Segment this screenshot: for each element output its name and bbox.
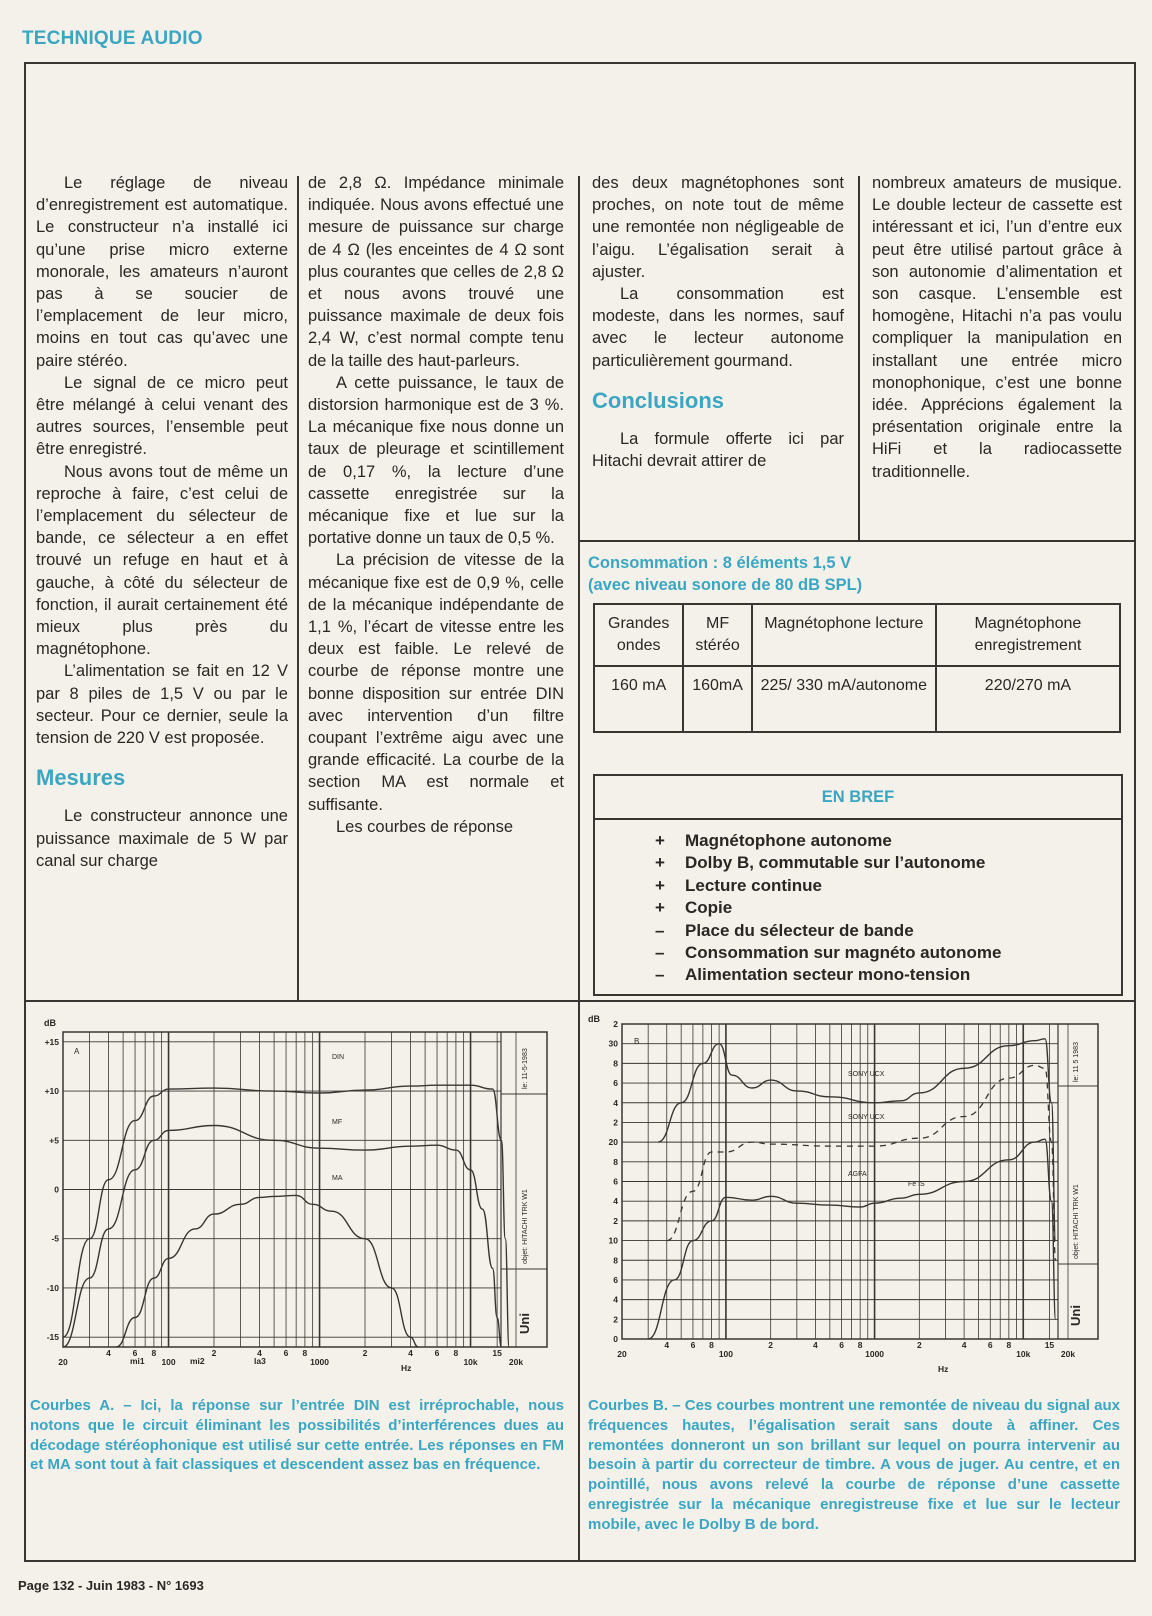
paragraph: L’alimentation se fait en 12 V par 8 piles de 1,5 V ou par le secteur. Pour ce dernier, seule la tension de 220 V est proposée. (36, 662, 288, 748)
x-tick-label: 6 (434, 1348, 440, 1358)
x-tick-label: 6 (839, 1340, 844, 1350)
consumption-title (588, 552, 862, 596)
list-item-text: Alimentation secteur mono-tension (685, 965, 971, 985)
list-item-text: Dolby B, commutable sur l’autonome (685, 853, 986, 873)
x-tick-label: 4 (408, 1348, 413, 1358)
series-label-din: DIN (332, 1054, 345, 1061)
y-tick-label: 2 (613, 1019, 618, 1029)
column-divider (858, 176, 860, 540)
y-tick-label: -15 (46, 1332, 59, 1343)
minus-icon: – (655, 920, 665, 940)
page-footer: Page 132 - Juin 1983 - N° 1693 (18, 1578, 204, 1593)
en-bref-list (655, 830, 1121, 987)
column-divider (578, 176, 580, 1000)
paragraph: Les courbes de réponse (336, 817, 514, 836)
chart-object: objet: HITACHI TRK W1 (1073, 1184, 1080, 1259)
x-tick-label: 10k (463, 1357, 478, 1367)
x-tick-label: 100 (161, 1357, 176, 1367)
paragraph: Le réglage de niveau d’enregistrement est automatique. Le constructeur n’a installé ici qu’une prise micro externe monorale, les amateurs n’auront pas à se soucier de l’emplacement de leur micro, moins en tout cas qu’avec une paire stéréo. (36, 174, 288, 370)
marker-la3: la3 (254, 1356, 266, 1366)
x-tick-label: 2 (362, 1348, 368, 1358)
x-tick-label: 20k (508, 1357, 524, 1367)
paragraph: des deux magnétophones sont proches, on note tout de même une remontée non négligeable de l’aigu. L’égalisation serait à ajuster. (592, 174, 844, 281)
series-label-agfa: AGFA (848, 1171, 867, 1178)
y-tick-label: 4 (613, 1097, 618, 1108)
x-tick-label: 4 (961, 1340, 967, 1350)
paragraph: Le signal de ce micro peut être mélangé à celui venant des autres sources, l’ensemble peut être enregistré. (36, 373, 288, 459)
marker-mi1: mi1 (130, 1356, 145, 1366)
y-tick-label: 4 (613, 1294, 618, 1305)
list-item (655, 852, 1121, 874)
y-tick-label: 10 (608, 1235, 618, 1246)
paragraph: A cette puissance, le taux de distorsion harmonique est de 3 %. La mécanique fixe nous donne un taux de pleurage et scintillement de 0,17 %, la lecture d’une cassette enregistrée sur la mécanique fixe et lue sur la portative donne un taux de 0,5 %. (308, 373, 564, 548)
x-tick-label: 8 (151, 1348, 157, 1358)
paragraph: nombreux amateurs de musique. Le double lecteur de cassette est intéressant et ici, l’un d’entre eux peut être utilisé partout grâce à son autonomie d’alimentation et son casque. L’ensemble est homogène, Hitachi n’a pas voulu compliquer la manipulation en installant une entrée micro monophonique, c’est une bonne idée. Apprécions également la présentation originale entre la HiFi et la radiocassette traditionnelle. (872, 174, 1122, 481)
y-tick-label: 2 (613, 1314, 618, 1325)
plus-icon: + (655, 898, 665, 918)
uni-logo-icon: Uni (1068, 1305, 1083, 1326)
chart-date: le: 11 5 1983 (1073, 1042, 1080, 1082)
x-tick-label: 8 (857, 1340, 863, 1350)
table-header-cell: Magnétophone lecture (752, 604, 936, 666)
table-header-cell: Grandes ondes (594, 604, 683, 666)
list-item-text: Copie (685, 898, 733, 918)
y-tick-label: +5 (49, 1135, 59, 1146)
marker-mi2: mi2 (190, 1356, 205, 1366)
paragraph: Nous avons tout de même un reproche à faire, c’est celui de l’emplacement du sélecteur de bande, ce sélecteur a en effet trouvé un refuge en haut et à gauche, à côté du sélecteur de fonction, il aurait certainement été mieux plus près du magnétophone. (36, 462, 288, 659)
heading-mesures: Mesures (36, 765, 126, 791)
y-tick-label: +15 (44, 1036, 59, 1047)
x-axis-label: Hz (401, 1363, 412, 1373)
y-tick-label: 8 (613, 1156, 618, 1167)
y-tick-label: 6 (613, 1274, 618, 1285)
chart-letter: B (634, 1037, 640, 1046)
table-cell: 225/ 330 mA/autonome (752, 666, 936, 732)
consumption-table (593, 603, 1121, 733)
x-tick-label: 8 (453, 1348, 459, 1358)
paragraph: La consommation est modeste, dans les normes, sauf avec le lecteur autonome particulièrement gourmand. (592, 285, 844, 370)
list-item (655, 964, 1121, 986)
series-label-feis: Fe IS (908, 1181, 925, 1188)
y-tick-label: 20 (608, 1137, 618, 1148)
plus-icon: + (655, 853, 665, 873)
list-item (655, 942, 1121, 964)
table-header-cell: MF stéréo (683, 604, 751, 666)
x-tick-label: 4 (813, 1340, 818, 1350)
x-tick-label: 2 (768, 1340, 774, 1350)
y-tick-label: 2 (613, 1215, 618, 1226)
plus-icon: + (655, 875, 665, 895)
consumption-title-line: (avec niveau sonore de 80 dB SPL) (588, 576, 863, 594)
y-tick-label: 4 (613, 1196, 618, 1207)
paragraph: de 2,8 Ω. Impédance minimale indiquée. Nous avons effectué une mesure de puissance sur charge de 4 Ω (les enceintes de 4 Ω sont plus courantes que celles de 2,8 Ω et nous avons trouvé une puissance maximale de deux fois 2,4 W, c’est normal compte tenu de la taille des haut-parleurs. (308, 174, 564, 370)
x-tick-label: 1000 (310, 1357, 330, 1367)
minus-icon: – (655, 965, 665, 985)
table-cell: 160mA (683, 666, 751, 732)
list-item-text: Magnétophone autonome (685, 831, 892, 850)
y-tick-label: 6 (613, 1078, 618, 1089)
series-label-sony-top: SONY UCX (848, 1071, 885, 1078)
x-tick-label: 6 (283, 1348, 289, 1358)
series-curve (63, 1126, 501, 1348)
x-tick-label: 20 (617, 1349, 627, 1359)
series-label-mf: MF (332, 1119, 343, 1126)
series-label-ma: MA (332, 1175, 343, 1182)
table-cell: 160 mA (594, 666, 683, 732)
table-header-cell: Magnétophone enregistrement (936, 604, 1120, 666)
minus-icon: – (655, 943, 665, 963)
en-bref-title: EN BREF (595, 776, 1121, 820)
x-tick-label: 20 (58, 1357, 68, 1367)
y-tick-label: 2 (613, 1117, 618, 1128)
y-tick-label: 8 (613, 1255, 618, 1266)
x-tick-label: 15 (1044, 1340, 1055, 1350)
y-tick-label: 0 (54, 1184, 59, 1195)
chart-date: le: 11-5-1983 (522, 1048, 529, 1089)
charts-center-divider (578, 1000, 580, 1562)
x-tick-label: 4 (664, 1340, 670, 1350)
list-item (655, 830, 1121, 852)
x-tick-label: 100 (718, 1349, 734, 1359)
x-tick-label: 15 (492, 1348, 502, 1358)
caption-a: Courbes A. – Ici, la réponse sur l’entrée DIN est irréprochable, nous notons que le circuit éliminant les possibilités d’interférences dues au décodage stéréophonique est utilisé sur cette entrée. Les réponses en FM et MA sont tout à fait classiques et descendent assez bas en fréquence. (30, 1397, 564, 1474)
chart-b (582, 1014, 1138, 1384)
x-tick-label: 6 (690, 1340, 696, 1350)
paragraph: La formule offerte ici par Hitachi devrait attirer de (592, 430, 844, 471)
y-tick-label: +10 (44, 1086, 59, 1097)
chart-object: objet: HITACHI TRK W1 (522, 1189, 529, 1264)
x-tick-label: 4 (257, 1348, 262, 1358)
x-tick-label: 2 (916, 1340, 922, 1350)
charts-divider (24, 1000, 1136, 1002)
x-tick-label: 1000 (865, 1349, 885, 1359)
x-tick-label: 8 (1006, 1340, 1012, 1350)
paragraph: Le constructeur annonce une puissance maximale de 5 W par canal sur charge (36, 807, 288, 870)
list-item (655, 920, 1121, 942)
list-item-text: Place du sélecteur de bande (685, 920, 914, 940)
text-column-2 (308, 172, 564, 838)
table-header-row (594, 604, 1120, 666)
heading-conclusions: Conclusions (592, 387, 725, 413)
text-column-3 (592, 172, 844, 472)
table-cell: 220/270 mA (936, 666, 1120, 732)
y-axis-label: dB (44, 1018, 56, 1028)
y-tick-label: 8 (613, 1058, 618, 1069)
x-tick-label: 6 (987, 1340, 993, 1350)
x-tick-label: 2 (211, 1348, 217, 1358)
text-column-1 (36, 172, 288, 872)
section-divider (578, 540, 1136, 542)
y-tick-label: -5 (51, 1233, 59, 1244)
list-item (655, 875, 1121, 897)
y-tick-label: 0 (613, 1334, 618, 1344)
consumption-title-line: Consommation : 8 éléments 1,5 V (588, 554, 852, 572)
text-column-4 (872, 172, 1122, 483)
x-tick-label: 8 (709, 1340, 714, 1350)
uni-logo-icon: Uni (517, 1313, 532, 1334)
series-label-sony-dashed: SONY UCX (848, 1114, 885, 1121)
column-divider (297, 176, 299, 1000)
x-tick-label: 4 (106, 1348, 111, 1358)
x-tick-label: 20k (1060, 1349, 1076, 1359)
y-axis-label: dB (588, 1014, 600, 1024)
en-bref-box (593, 774, 1123, 996)
chart-letter: A (74, 1047, 80, 1056)
caption-b: Courbes B. – Ces courbes montrent une remontée de niveau du signal aux fréquences hautes, l’égalisation serait sans doute à affiner. Ces remontées donneront un son brillant sur lequel on pourra intervenir au besoin à partir du correcteur de timbre. A vous de juger. Au centre, et en pointillé, nous avons relevé la courbe de réponse d’une cassette enregistrée sur la mécanique enregistreuse fixe et lue sur le lecteur mobile, avec le Dolby B de bord. (588, 1397, 1120, 1533)
y-tick-label: -10 (46, 1282, 59, 1293)
x-tick-label: 8 (302, 1348, 308, 1358)
section-tag: TECHNIQUE AUDIO (22, 28, 203, 49)
list-item-text: Lecture continue (685, 875, 822, 895)
table-row (594, 666, 1120, 732)
y-tick-label: 30 (608, 1038, 618, 1049)
chart-a (26, 1014, 576, 1384)
x-axis-label: Hz (938, 1364, 949, 1374)
paragraph: La précision de vitesse de la mécanique fixe est de 0,9 %, celle de la mécanique indépendante de 1,1 %, l’écart de vitesse entre les deux est faible. Le relevé de courbe de réponse montre une bonne disposition sur entrée DIN avec intervention d’un filtre coupant l’extrême aigu avec une grande efficacité. La courbe de la section MA est normale et suffisante. (308, 551, 564, 814)
list-item (655, 897, 1121, 919)
x-tick-label: 6 (132, 1348, 138, 1358)
x-tick-label: 10k (1016, 1349, 1031, 1359)
list-item-text: Consommation sur magnéto autonome (685, 943, 1002, 963)
y-tick-label: 6 (613, 1176, 618, 1187)
plus-icon: + (655, 831, 665, 850)
